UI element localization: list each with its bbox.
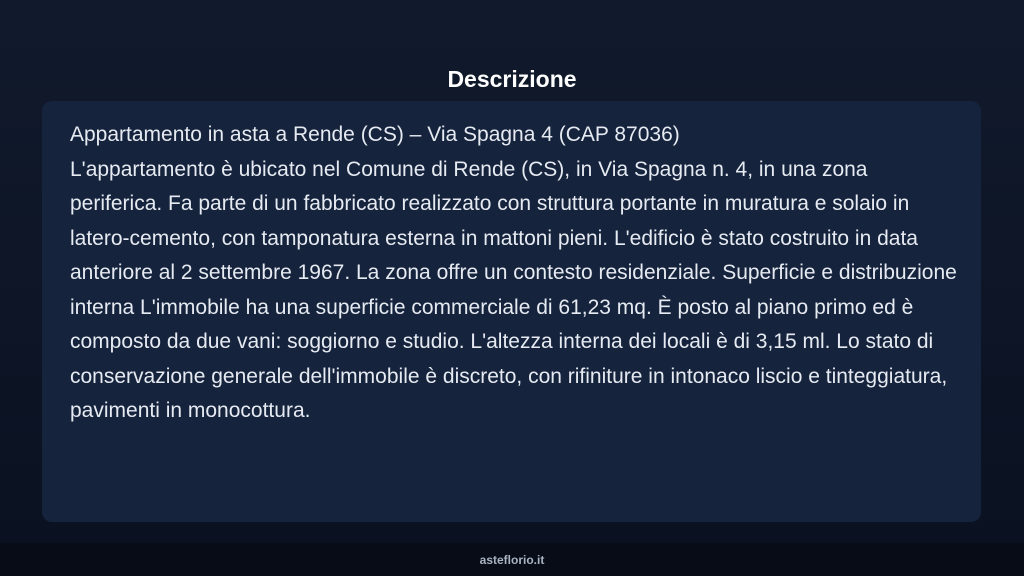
page-title: Descrizione: [447, 66, 577, 93]
footer-site-label: asteflorio.it: [479, 553, 545, 567]
description-body: L'appartamento è ubicato nel Comune di Rende (CS), in Via Spagna n. 4, in una zona periferica. Fa parte di un fabbricato realizzato con struttura portante in muratura e solaio in latero-cemento, con tamponatura esterna in mattoni pieni. L'edificio è stato costruito in data anteriore al 2 settembre 1967. La zona offre un contesto residenziale. Superficie e distribuzione interna L'immobile ha una superficie commerciale di 61,23 mq. È posto al piano primo ed è composto da due vani: soggiorno e studio. L'altezza interna dei locali è di 3,15 ml. Lo stato di conservazione generale dell'immobile è discreto, con rifiniture in intonaco liscio e tinteggiatura, pavimenti in monocottura.: [70, 157, 957, 422]
description-text: [70, 118, 965, 429]
description-heading: Appartamento in asta a Rende (CS) – Via Spagna 4 (CAP 87036): [70, 123, 680, 146]
